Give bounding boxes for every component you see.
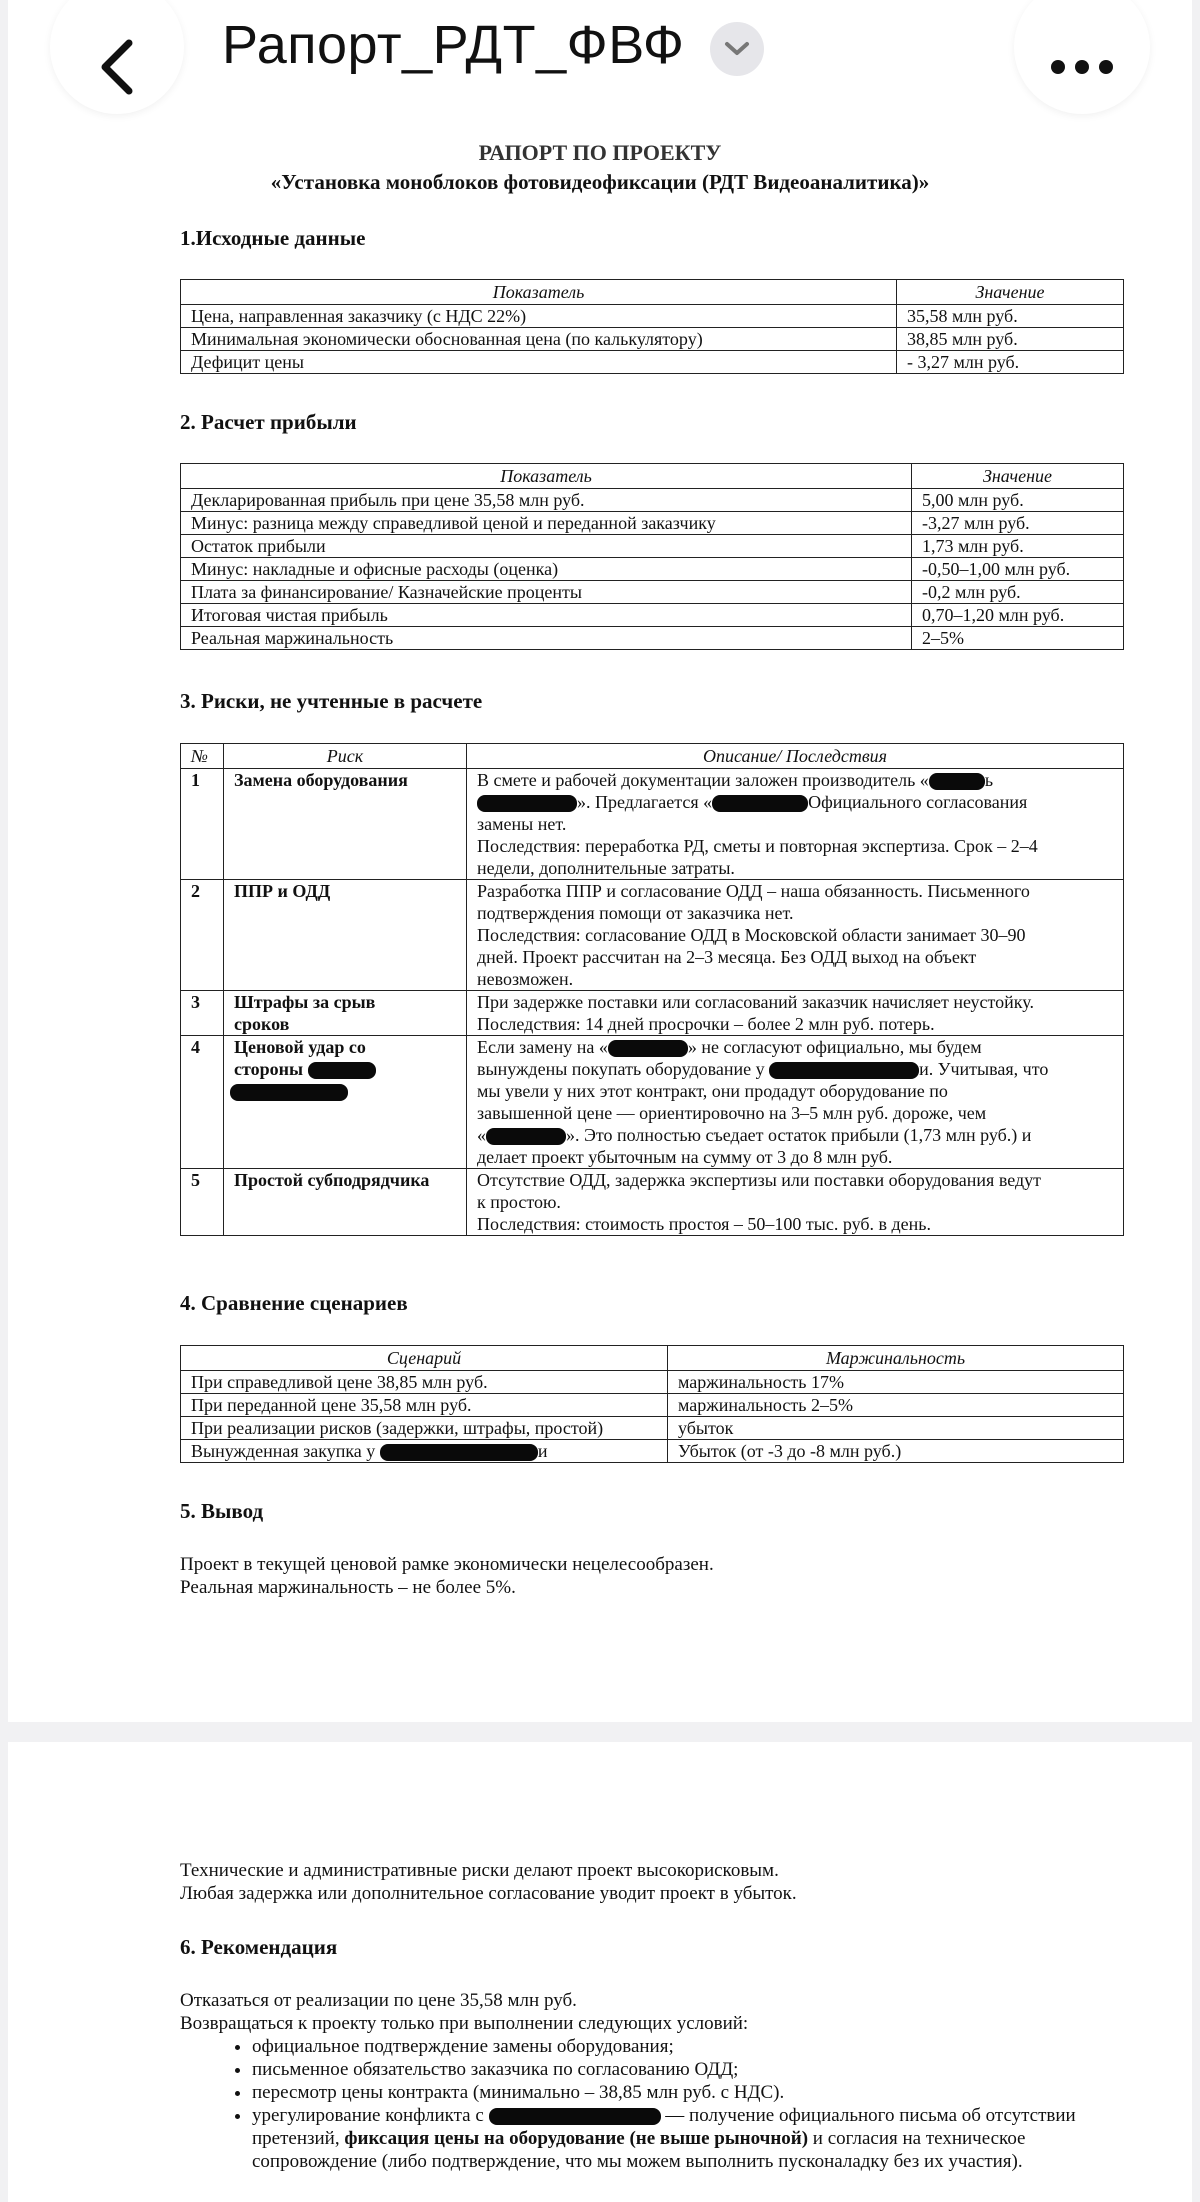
- conditions-list: [180, 2035, 1192, 2173]
- list-item: • пересмотр цены контракта (минимально – 38,85 млн руб. с НДС).: [252, 2081, 1192, 2104]
- table-row: Вынужденная закупка у и Убыток (от -3 до -8 млн руб.): [181, 1440, 1124, 1463]
- redaction-mark: [489, 2108, 661, 2125]
- scenarios-table: [180, 1345, 1124, 1463]
- table-row: Дефицит цены - 3,27 млн руб.: [181, 351, 1124, 374]
- section-6-title: 6. Рекомендация: [180, 1935, 338, 1959]
- col-header: Описание/ Последствия: [467, 744, 1124, 769]
- table-row: Минус: разница между справедливой ценой и переданной заказчику -3,27 млн руб.: [181, 512, 1124, 535]
- redaction-mark: [712, 795, 808, 812]
- table-row: Остаток прибыли 1,73 млн руб.: [181, 535, 1124, 558]
- table-row: 5 Простой субподрядчика Отсутствие ОДД, задержка экспертизы или поставки оборудования ведут к простою. Последствия: стоимость простоя – 50–100 тыс. руб. в день.: [181, 1169, 1124, 1236]
- report-subheading: «Установка моноблоков фотовидеофиксации (РДТ Видеоаналитика)»: [270, 170, 930, 194]
- col-header: Маржинальность: [668, 1346, 1124, 1371]
- col-header: Значение: [897, 280, 1124, 305]
- chevron-down-icon: [724, 41, 750, 57]
- redaction-mark: [308, 1062, 376, 1079]
- redaction-mark: [380, 1444, 538, 1461]
- list-item: • урегулирование конфликта с — получение официального письма об отсутствии претензий, фиксация цены на оборудование (не выше рыночной) и согласия на техническое сопровождение (либо подтверждение, что мы можем выполнить пусконаладку без их участия).: [252, 2104, 1192, 2173]
- profit-table: [180, 463, 1124, 650]
- table-row: 2 ППР и ОДД Разработка ППР и согласование ОДД – наша обязанность. Письменного подтверждения помощи от заказчика нет. Последствия: согласование ОДД в Московской области занимает 30–90 дней. Проект рассчитан на 2–3 месяца. Без ОДД выход на объект невозможен.: [181, 880, 1124, 991]
- col-header: Сценарий: [181, 1346, 668, 1371]
- section-4-title: 4. Сравнение сценариев: [180, 1291, 408, 1315]
- conclusion-line: Любая задержка или дополнительное согласование уводит проект в убыток.: [180, 1883, 797, 1904]
- redaction-mark: [477, 795, 577, 812]
- table-row: Реальная маржинальность 2–5%: [181, 627, 1124, 650]
- table-row: Цена, направленная заказчику (с НДС 22%) 35,58 млн руб.: [181, 305, 1124, 328]
- redaction-mark: [929, 773, 985, 790]
- col-header: Значение: [912, 464, 1124, 489]
- table-row: При справедливой цене 38,85 млн руб. маржинальность 17%: [181, 1371, 1124, 1394]
- table-row: Минус: накладные и офисные расходы (оценка) -0,50–1,00 млн руб.: [181, 558, 1124, 581]
- conclusion-line: Проект в текущей ценовой рамке экономически нецелесообразен.: [180, 1554, 714, 1575]
- col-header: Риск: [224, 744, 467, 769]
- list-item: • официальное подтверждение замены оборудования;: [252, 2035, 1192, 2058]
- redaction-mark: [769, 1062, 919, 1079]
- chevron-left-icon: [97, 37, 137, 97]
- recommendation-line: Возвращаться к проекту только при выполнении следующих условий:: [180, 2013, 749, 2034]
- section-1-title: 1.Исходные данные: [180, 226, 366, 250]
- document-title: Рапорт_РДТ_ФВФ: [222, 15, 685, 75]
- table-row: Декларированная прибыль при цене 35,58 млн руб. 5,00 млн руб.: [181, 489, 1124, 512]
- col-header: Показатель: [181, 280, 897, 305]
- table-row: 1 Замена оборудования В смете и рабочей документации заложен производитель « ь ». Предлагается « Официального согласования замены нет. Последствия: переработка РД, сметы и повторная экспертиза. Срок – 2–4 недели, дополнительные затраты.: [181, 769, 1124, 880]
- conclusion-line: Реальная маржинальность – не более 5%.: [180, 1577, 516, 1598]
- more-dots-icon: [1050, 59, 1114, 75]
- table-row: Минимальная экономически обоснованная цена (по калькулятору) 38,85 млн руб.: [181, 328, 1124, 351]
- col-header: №: [181, 744, 224, 769]
- table-row: Итоговая чистая прибыль 0,70–1,20 млн руб.: [181, 604, 1124, 627]
- table-row: 3 Штрафы за срыв сроков При задержке поставки или согласований заказчик начисляет неустойку. Последствия: 14 дней просрочки – более 2 млн руб. потерь.: [181, 991, 1124, 1036]
- section-5-title: 5. Вывод: [180, 1499, 264, 1523]
- conclusion-line: Технические и административные риски делают проект высокорисковым.: [180, 1860, 779, 1881]
- section-3-title: 3. Риски, не учтенные в расчете: [180, 689, 483, 713]
- table-row: При реализации рисков (задержки, штрафы, простой) убыток: [181, 1417, 1124, 1440]
- section-2-title: 2. Расчет прибыли: [180, 410, 357, 434]
- title-menu-button[interactable]: [710, 22, 764, 76]
- redaction-mark: [608, 1040, 688, 1057]
- recommendation-line: Отказаться от реализации по цене 35,58 млн руб.: [180, 1990, 577, 2011]
- redaction-mark: [486, 1128, 566, 1145]
- table-row: При переданной цене 35,58 млн руб. маржинальность 2–5%: [181, 1394, 1124, 1417]
- source-data-table: [180, 279, 1124, 374]
- table-row: Плата за финансирование/ Казначейские проценты -0,2 млн руб.: [181, 581, 1124, 604]
- redaction-mark: [230, 1084, 348, 1101]
- report-heading: РАПОРТ ПО ПРОЕКТУ: [478, 140, 722, 165]
- list-item: • письменное обязательство заказчика по согласованию ОДД;: [252, 2058, 1192, 2081]
- col-header: Показатель: [181, 464, 912, 489]
- table-row: 4 Ценовой удар со стороны Если замену на « » не согласуют официально, мы будем вынуждены покупать оборудование у и. Учитывая, что мы увели у них этот контракт, они продадут оборудование по завышенной цене — ориентировочно на 3–5 млн руб. дороже, чем « ». Это полностью съедает остаток прибыли (1,73 млн руб.) и делает проект убыточным на сумму от 3 до 8 млн руб.: [181, 1036, 1124, 1169]
- risks-table: [180, 743, 1124, 1236]
